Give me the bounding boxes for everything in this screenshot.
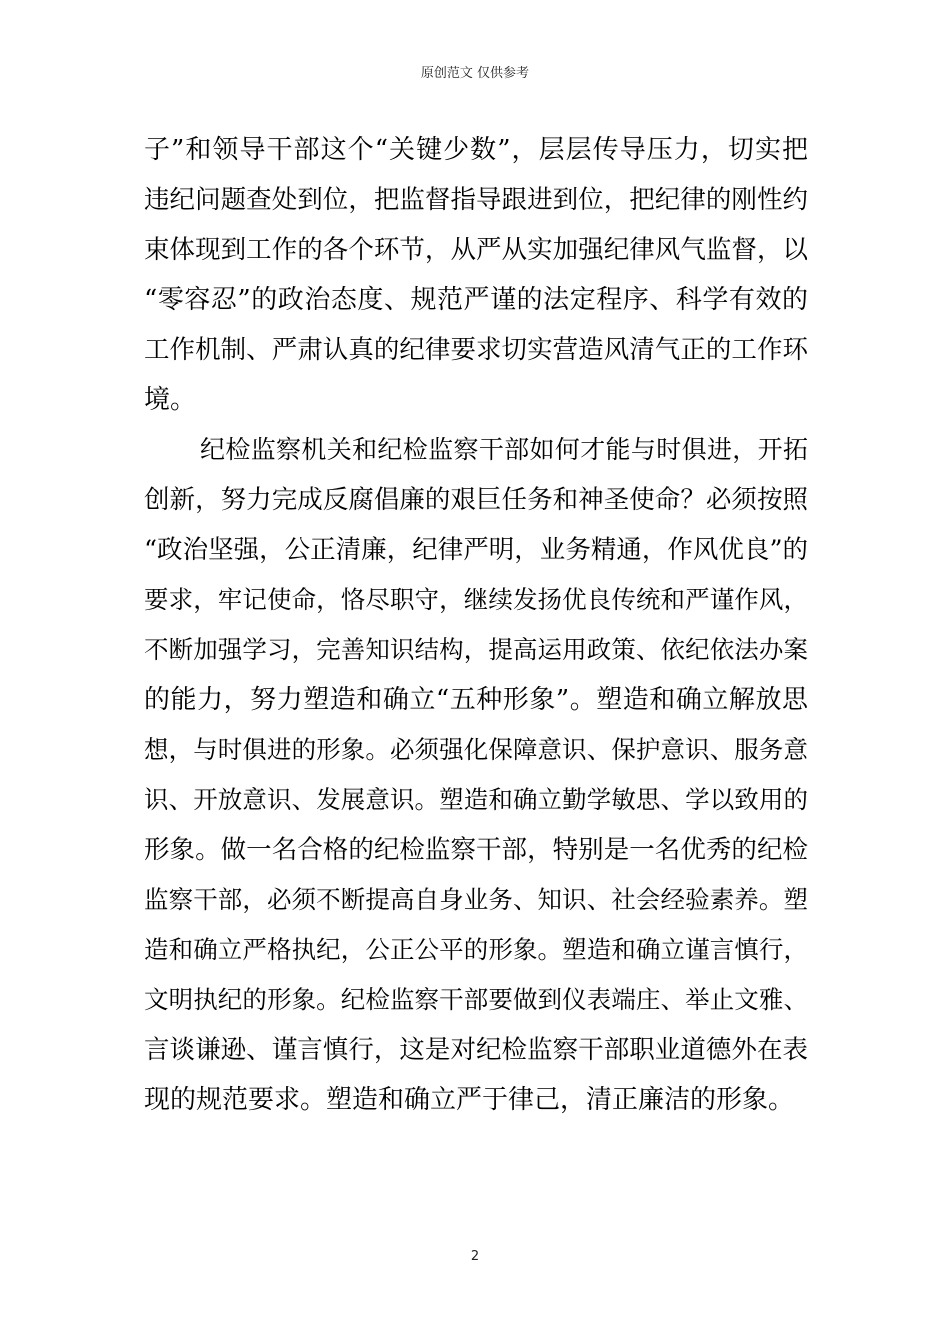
- text-line: 监察干部，必须不断提高自身业务、知识、社会经验素养。塑: [144, 885, 808, 914]
- text-line: 要求，牢记使命，恪尽职守，继续发扬优良传统和严谨作风，: [144, 585, 808, 614]
- text-line: 造和确立严格执纪，公正公平的形象。塑造和确立谨言慎行，: [144, 935, 808, 964]
- text-line: 言谈谦逊、谨言慎行，这是对纪检监察干部职业道德外在表: [144, 1035, 808, 1065]
- text-line: 纪检监察机关和纪检监察干部如何才能与时俱进，开拓: [200, 435, 808, 464]
- text-line: 境。: [144, 385, 197, 415]
- text-line: 创新，努力完成反腐倡廉的艰巨任务和神圣使命？必须按照: [144, 485, 808, 515]
- text-line: 子”和领导干部这个“关键少数”，层层传导压力，切实把: [144, 135, 808, 165]
- text-line: 文明执纪的形象。纪检监察干部要做到仪表端庄、举止文雅、: [144, 985, 808, 1014]
- text-line: “零容忍”的政治态度、规范严谨的法定程序、科学有效的: [144, 285, 808, 315]
- text-line: 不断加强学习，完善知识结构，提高运用政策、依纪依法办案: [144, 635, 808, 664]
- text-line: 想，与时俱进的形象。必须强化保障意识、保护意识、服务意: [144, 735, 808, 764]
- text-line: 形象。做一名合格的纪检监察干部，特别是一名优秀的纪检: [144, 835, 808, 865]
- text-line: “政治坚强，公正清廉，纪律严明，业务精通，作风优良”的: [144, 535, 808, 565]
- text-line: 的能力，努力塑造和确立“五种形象”。塑造和确立解放思: [144, 685, 808, 715]
- text-line: 识、开放意识、发展意识。塑造和确立勤学敏思、学以致用的: [144, 785, 808, 814]
- text-line: 束体现到工作的各个环节，从严从实加强纪律风气监督，以: [144, 235, 808, 265]
- text-line: 工作机制、严肃认真的纪律要求切实营造风清气正的工作环: [144, 335, 808, 365]
- text-line: 违纪问题查处到位，把监督指导跟进到位，把纪律的刚性约: [144, 185, 808, 215]
- page-header: 原创范文 仅供参考: [420, 66, 530, 81]
- page-number: 2: [470, 1249, 480, 1264]
- text-line: 现的规范要求。塑造和确立严于律己，清正廉洁的形象。: [144, 1085, 795, 1115]
